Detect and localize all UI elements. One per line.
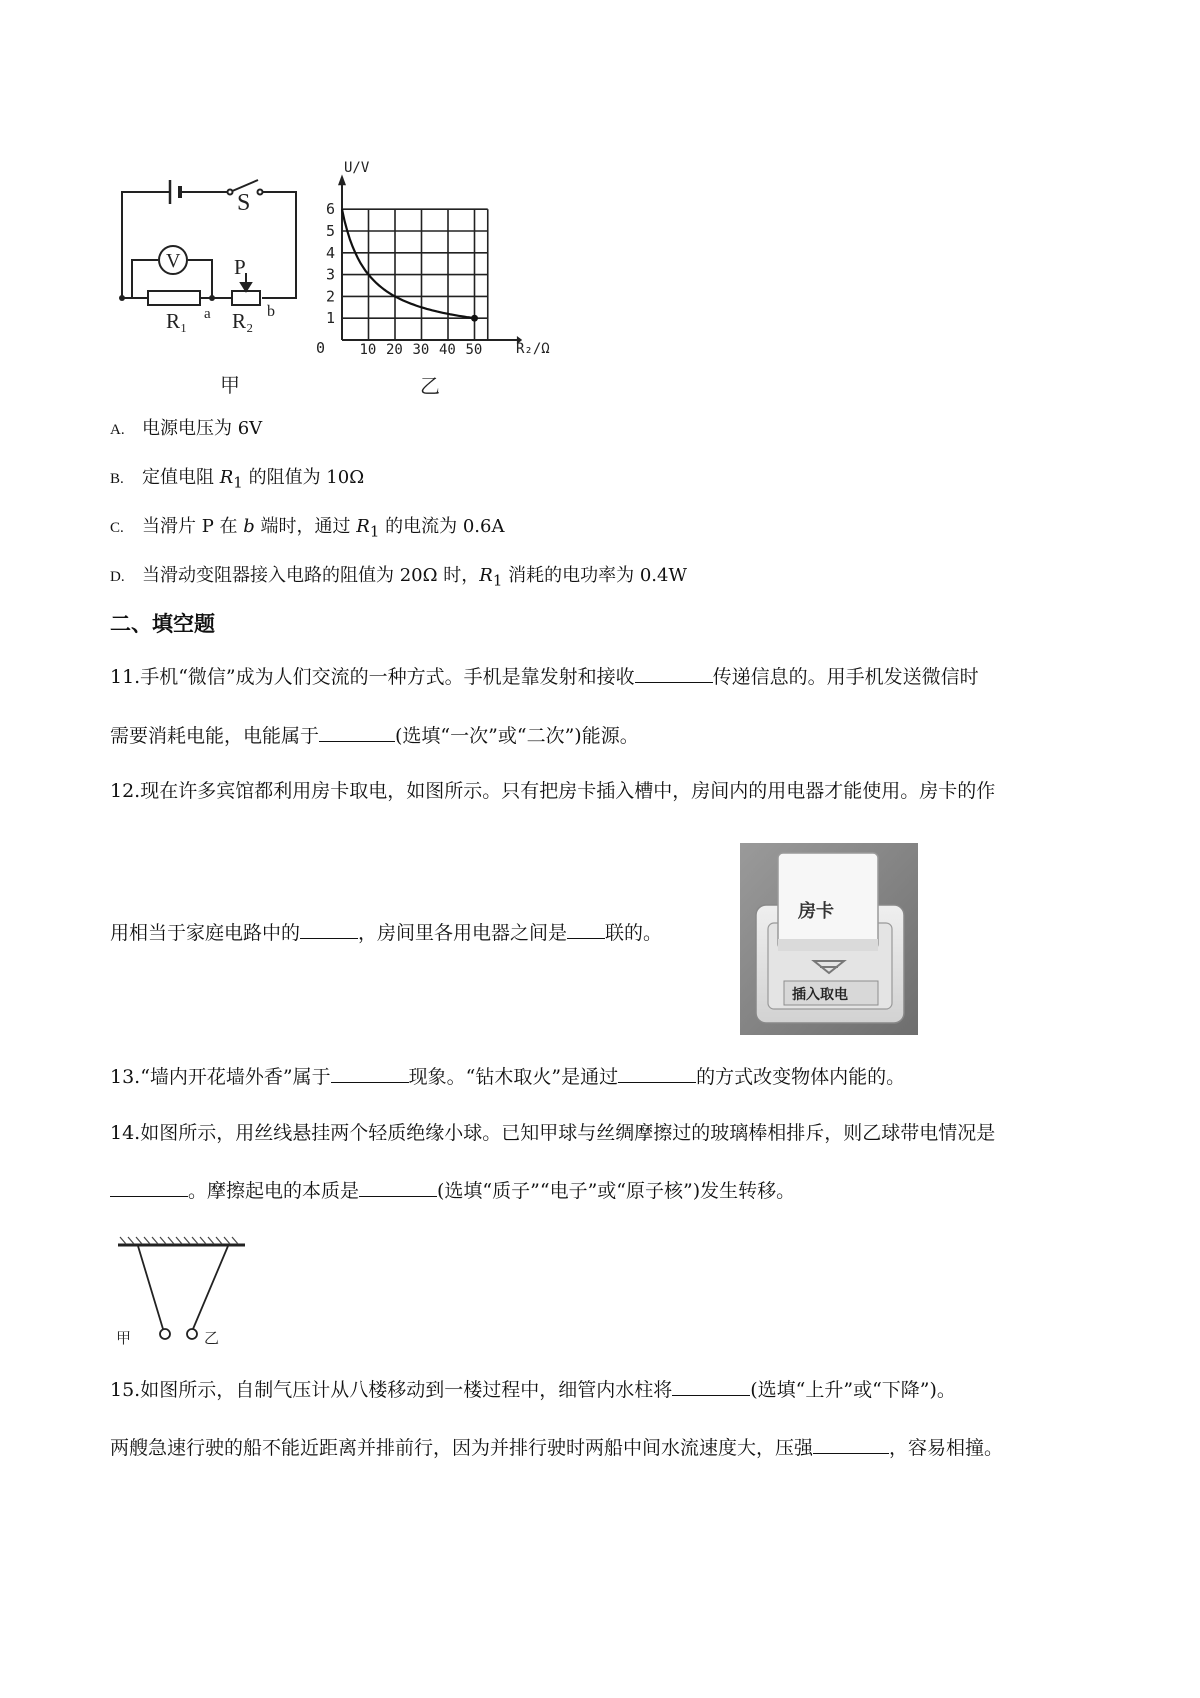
graph-tick-labels	[326, 200, 482, 358]
q11-line1	[110, 664, 979, 690]
q15-line1	[110, 1377, 956, 1403]
section-heading: 二、填空题	[110, 612, 215, 636]
room-card-text: 房卡	[798, 901, 834, 922]
voltmeter-label: V	[166, 250, 181, 272]
y-tick-label: 4	[326, 243, 336, 262]
circuit-caption: 甲	[220, 375, 240, 397]
room-card-photo	[740, 843, 918, 1035]
q15-blank-1[interactable]	[672, 1377, 750, 1396]
q11-text-c: 需要消耗电能，电能属于	[110, 725, 320, 747]
q15-text-a: 如图所示，自制气压计从八楼移动到一楼过程中，细管内水柱将	[140, 1379, 673, 1401]
r1-label: R₁	[166, 309, 188, 333]
option-a	[110, 417, 262, 442]
option-b-subscript: 1	[233, 473, 243, 492]
option-c-subscript: 1	[369, 522, 380, 541]
q11-blank-2[interactable]	[319, 723, 395, 742]
graph-ylabel: U/V	[344, 160, 370, 176]
y-tick-label: 2	[326, 287, 336, 306]
q13-text-a: “墙内开花墙外香”属于	[140, 1066, 331, 1088]
x-tick-label: 40	[439, 342, 456, 358]
q14-text-a: 如图所示，用丝线悬挂两个轻质绝缘小球。已知甲球与丝绸摩擦过的玻璃棒相排斥，则乙球带电情况是	[140, 1122, 996, 1144]
option-c	[110, 515, 504, 544]
q11-text-b: 传递信息的。用手机发送微信时	[712, 666, 979, 688]
q14-blank-2[interactable]	[359, 1178, 437, 1197]
q12-line1	[110, 778, 995, 804]
q12-line2	[110, 920, 662, 946]
q15-text-b: (选填“上升”或“下降”)。	[750, 1379, 956, 1401]
option-c-text-post: 的电流为 0.6A	[379, 516, 505, 537]
q13-text-c: 的方式改变物体内能的。	[696, 1066, 906, 1088]
ball-right-label: 乙	[204, 1331, 220, 1347]
q14-number: 14.	[110, 1122, 141, 1144]
q12-text-a: 现在许多宾馆都利用房卡取电，如图所示。只有把房卡插入槽中，房间内的用电器才能使用。房卡的作	[140, 780, 996, 802]
r2-label: R₂	[232, 309, 254, 333]
q15-line2	[110, 1435, 1003, 1461]
option-d-variable: R	[479, 565, 493, 586]
graph-xlabel: R₂/Ω	[516, 341, 550, 357]
graph-grid	[342, 209, 488, 340]
q12-text-d: 联的。	[605, 922, 663, 944]
y-tick-label: 5	[326, 222, 336, 240]
q13-blank-2[interactable]	[618, 1064, 696, 1083]
option-b-text-post: 的阻值为 10Ω	[242, 467, 365, 488]
q11-number: 11.	[110, 666, 141, 688]
q11-text-a: 手机“微信”成为人们交流的一种方式。手机是靠发射和接收	[140, 666, 635, 688]
q12-blank-1[interactable]	[300, 920, 358, 939]
q11-line2	[110, 723, 639, 749]
q14-blank-1[interactable]	[110, 1178, 188, 1197]
q12-number: 12.	[110, 780, 141, 802]
option-c-variable-b: b	[243, 516, 255, 537]
option-b-label: B.	[110, 471, 124, 487]
q11-blank-1[interactable]	[635, 664, 713, 683]
q13-text-b: 现象。“钻木取火”是通过	[408, 1066, 619, 1088]
option-b-variable: R	[219, 467, 234, 488]
option-c-text-mid: 端时，通过	[254, 516, 357, 537]
x-tick-label: 20	[386, 342, 403, 358]
option-d	[110, 564, 687, 593]
q12-text-b: 用相当于家庭电路中的	[110, 922, 301, 944]
option-d-text-post: 消耗的电功率为 0.4W	[502, 565, 687, 586]
graph-origin: 0	[316, 339, 326, 357]
q15-blank-2[interactable]	[813, 1435, 889, 1454]
voltage-resistance-graph	[316, 158, 570, 403]
graph-series-line	[342, 209, 475, 318]
y-tick-label: 6	[326, 200, 336, 219]
node-a-label: a	[204, 306, 211, 322]
q13-line	[110, 1064, 905, 1090]
q15-text-d: ，容易相撞。	[889, 1437, 1004, 1459]
option-c-label: C.	[110, 520, 124, 536]
q12-text-c: ，房间里各用电器之间是	[358, 922, 568, 944]
q14-text-b: 。摩擦起电的本质是	[188, 1180, 360, 1202]
option-c-variable: R	[356, 516, 370, 537]
q14-text-c: (选填“质子”“电子”或“原子核”)发生转移。	[437, 1180, 796, 1202]
option-b	[110, 466, 364, 495]
node-b-label: b	[267, 303, 275, 320]
q15-number: 15.	[110, 1379, 141, 1401]
option-b-text-pre: 定值电阻	[142, 467, 220, 488]
x-tick-label: 10	[359, 342, 377, 358]
graph-caption: 乙	[420, 376, 440, 398]
card-slot-text: 插入取电	[792, 987, 848, 1003]
switch-label: S	[237, 190, 251, 216]
q13-number: 13.	[110, 1066, 141, 1088]
x-tick-label: 50	[465, 342, 483, 358]
slider-label: P	[234, 255, 246, 279]
q11-text-d: (选填“一次”或“二次”)能源。	[395, 725, 639, 747]
x-tick-label: 30	[412, 342, 430, 358]
q12-blank-2[interactable]	[567, 920, 605, 939]
q14-line1	[110, 1120, 995, 1146]
q15-text-c: 两艘急速行驶的船不能近距离并排前行，因为并排行驶时两船中间水流速度大，压强	[110, 1437, 814, 1459]
q13-blank-1[interactable]	[331, 1064, 409, 1083]
suspended-balls-diagram	[110, 1235, 250, 1350]
q14-line2	[110, 1178, 795, 1204]
y-tick-label: 1	[326, 309, 336, 328]
option-d-label: D.	[110, 569, 125, 585]
graph-endpoint	[471, 315, 478, 322]
circuit-diagram	[110, 170, 310, 400]
graph-curve	[342, 209, 478, 322]
option-a-text: 电源电压为 6V	[142, 418, 263, 439]
y-tick-label: 3	[326, 265, 336, 284]
ball-left-label: 甲	[116, 1331, 132, 1347]
option-d-text-pre: 当滑动变阻器接入电路的阻值为 20Ω 时，	[142, 565, 480, 586]
option-d-subscript: 1	[492, 571, 503, 590]
option-c-text-pre: 当滑片 P 在	[142, 516, 244, 537]
option-a-label: A.	[110, 422, 125, 438]
